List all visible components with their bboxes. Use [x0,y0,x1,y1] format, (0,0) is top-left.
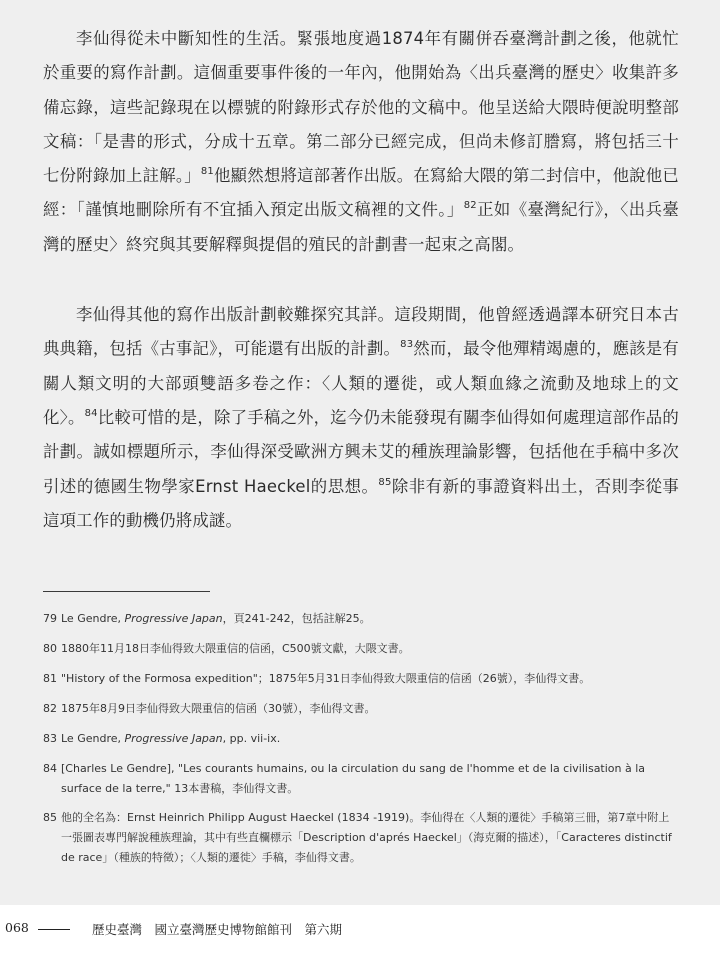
footnote-text [61,759,679,799]
body-text [43,22,679,538]
page-footer [0,917,720,947]
footnote-number: 81 [43,672,57,685]
text-run: 他的全名為：Ernst Heinrich Philipp August Haeckel (1834 -1919)。李仙得在〈人類的遷徙〉手稿第三冊，第7章中附上一張圖表專門解說種族理論，其中有些直欄標示「Description d'aprés Haeckel」（海克爾的描述），「Caracteres distinctif de race」（種族的特徵）；〈人類的遷徙〉手稿，李仙得文書。 [61,811,672,864]
footnote-ref: 85 [378,476,392,488]
footnote [43,639,679,659]
italic-title: Progressive Japan [124,612,223,625]
footnote-number: 79 [43,612,57,625]
page-number: 068 [5,920,29,935]
text-run: 正如《臺灣紀行》，〈出兵臺灣的歷史〉終究與其要解釋與提倡的殖民的計劃書一起束之高閣。 [43,200,679,254]
footnote-text [61,808,679,868]
text-run: ，頁241-242，包括註解25。 [222,612,371,625]
footnote [43,808,679,868]
text-run: 然而，最令他殫精竭慮的，應該是有關人類文明的大部頭雙語多卷之作：〈人類的遷徙，或人類血緣之流動及地球上的文化〉。 [43,339,679,427]
footnote [43,669,679,689]
text-run: 比較可惜的是，除了手稿之外，迄今仍未能發現有關李仙得如何處理這部作品的計劃。誠如標題所示，李仙得深受歐洲方興未艾的種族理論影響，包括他在手稿中多次引述的德國生物學家Ernst Haeckel的思想。 [43,407,679,496]
footnote-number: 83 [43,732,57,745]
footnote-text [61,639,679,659]
footnote-ref: 81 [200,166,214,178]
footnotes [43,609,679,868]
footnote-number: 80 [43,642,57,655]
text-run: 他顯然想將這部著作出版。在寫給大隈的第二封信中，他說他已經：「謹慎地刪除所有不宜插入預定出版文稿裡的文件。」 [43,166,679,220]
body-paragraph [43,22,679,262]
footnote-number: 82 [43,702,57,715]
footnote-number: 85 [43,811,57,824]
text-run: 除非有新的事證資料出土，否則李從事這項工作的動機仍將成謎。 [43,476,679,530]
text-run: 1880年11月18日李仙得致大隈重信的信函，C500號文獻，大隈文書。 [61,642,410,655]
text-run: 1875年8月9日李仙得致大隈重信的信函（30號），李仙得文書。 [61,702,376,715]
footnote-text [61,699,679,719]
footnote [43,759,679,799]
footnote-text [61,609,679,629]
text-run: "History of the Formosa expedition"；1875年5月31日李仙得致大隈重信的信函（26號），李仙得文書。 [61,672,591,685]
footnote [43,699,679,719]
text-run: 李仙得其他的寫作出版計劃較難探究其詳。這段期間，他曾經透過譯本研究日本古典典籍，包括《古事記》，可能還有出版的計劃。 [43,305,679,359]
footnote-ref: 82 [463,200,477,212]
footnote [43,729,679,749]
text-run: Le Gendre, [61,612,125,625]
footnote-text [61,669,679,689]
footnote-text [61,729,679,749]
text-run: Le Gendre, [61,732,125,745]
italic-title: Progressive Japan [124,732,223,745]
footnote [43,609,679,629]
text-run: , pp. vii-ix. [222,732,281,745]
footnote-ref: 83 [400,339,414,351]
footer-dash [38,929,70,930]
body-paragraph [43,298,679,538]
journal-title: 歷史臺灣 國立臺灣歷史博物館館刊 第六期 [92,922,343,937]
footnote-divider [43,591,210,592]
text-run: 李仙得從未中斷知性的生活。緊張地度過1874年有關併吞臺灣計劃之後，他就忙於重要的寫作計劃。這個重要事件後的一年內，他開始為〈出兵臺灣的歷史〉收集許多備忘錄，這些記錄現在以標號的附錄形式存於他的文稿中。他呈送給大隈時便說明整部文稿：「是書的形式，分成十五章。第二部分已經完成，但尚未修訂謄寫，將包括三十七份附錄加上註解。」 [43,29,679,186]
footnote-ref: 84 [84,407,98,419]
text-run: [Charles Le Gendre], "Les courants humains, ou la circulation du sang de l'homme et de la civilisation à la surface de la terre," 13本書稿，李仙得文書。 [61,762,646,795]
footnote-number: 84 [43,762,57,775]
